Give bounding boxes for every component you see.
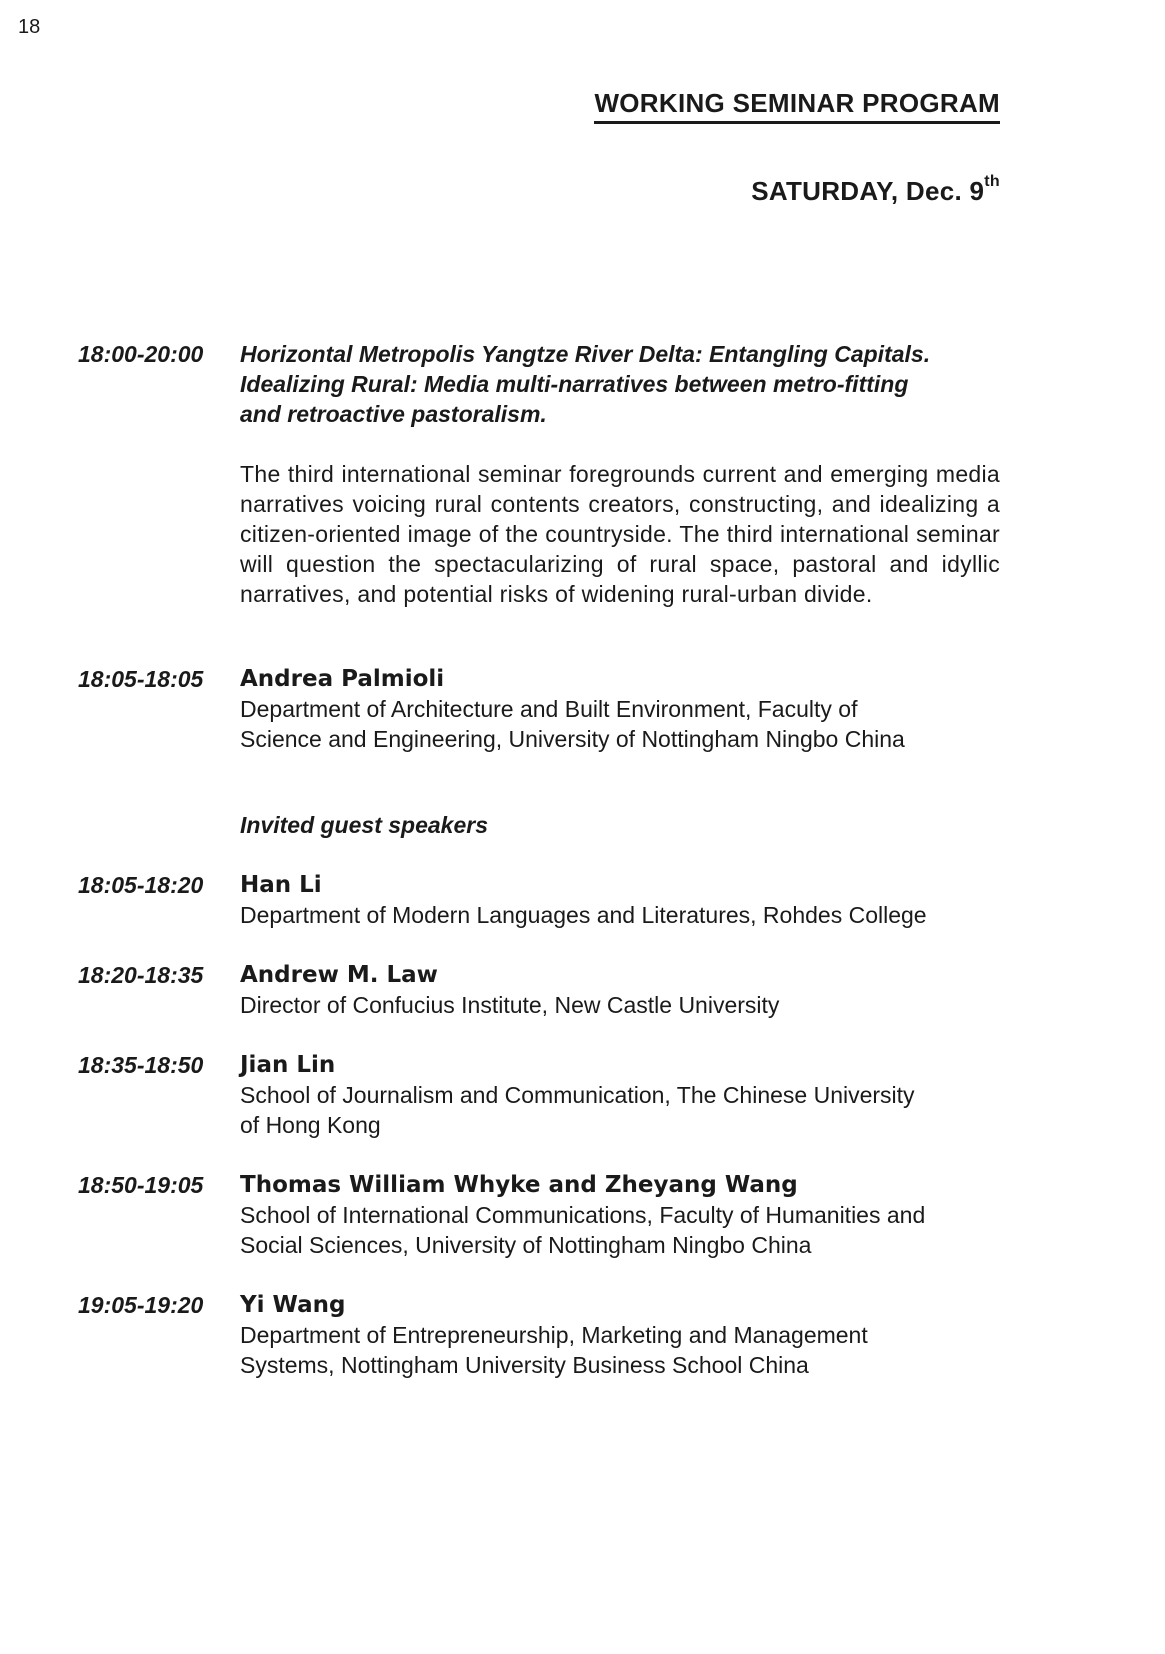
speaker-time: 18:35-18:50	[78, 1052, 204, 1078]
session-title-line: Idealizing Rural: Media multi-narratives between metro-fitting	[240, 371, 909, 397]
speaker-time: 18:50-19:05	[78, 1172, 204, 1198]
speaker-time: 18:05-18:20	[78, 872, 204, 898]
speaker-affiliation-line: School of International Communications, Faculty of Humanities and	[240, 1202, 926, 1228]
guests-heading: Invited guest speakers	[240, 812, 488, 838]
speaker-name: Yi Wang	[240, 1292, 346, 1318]
speaker-block	[78, 1170, 1000, 1260]
session-title-line: Horizontal Metropolis Yangtze River Delta: Entangling Capitals.	[240, 341, 931, 367]
speaker-block	[78, 870, 1000, 930]
speaker-name: Han Li	[240, 872, 322, 898]
speaker-block	[78, 960, 1000, 1020]
speaker-affiliation-line: Director of Confucius Institute, New Castle University	[240, 992, 780, 1018]
speaker-time: 18:20-18:35	[78, 962, 204, 988]
day-text: SATURDAY, Dec. 9	[751, 176, 985, 206]
session-description: The third international seminar foregrounds current and emerging media narratives voicing rural contents creators, constructing, and idealizing a citizen-oriented image of the countryside. The third international seminar will question the spectacularizing of rural space, pastoral and idyllic narratives, and potential risks of widening rural-urban divide.	[240, 461, 1000, 607]
program-title: WORKING SEMINAR PROGRAM	[594, 88, 1000, 124]
speaker-block	[78, 1290, 1000, 1380]
speaker-affiliation-line: of Hong Kong	[240, 1112, 381, 1138]
session-body	[240, 339, 1000, 609]
page-header	[594, 88, 1000, 124]
guests-heading-row	[78, 810, 1000, 840]
session-block	[78, 339, 1000, 609]
moderator-affiliation-line: Science and Engineering, University of Nottingham Ningbo China	[240, 726, 905, 752]
page-number: 18	[18, 16, 41, 38]
program-content	[78, 339, 1000, 1380]
session-time: 18:00-20:00	[78, 341, 204, 367]
speaker-block	[78, 1050, 1000, 1140]
moderator-name: Andrea Palmioli	[240, 666, 445, 692]
speaker-affiliation-line: Social Sciences, University of Nottingham Ningbo China	[240, 1232, 812, 1258]
speaker-name: Thomas William Whyke and Zheyang Wang	[240, 1172, 798, 1198]
speaker-affiliation-line: Department of Modern Languages and Literatures, Rohdes College	[240, 902, 927, 928]
speaker-affiliation-line: Systems, Nottingham University Business School China	[240, 1352, 809, 1378]
speaker-affiliation-line: School of Journalism and Communication, The Chinese University	[240, 1082, 915, 1108]
speaker-name: Andrew M. Law	[240, 962, 438, 988]
day-title	[751, 173, 1000, 207]
moderator-affiliation-line: Department of Architecture and Built Environment, Faculty of	[240, 696, 858, 722]
speaker-time: 19:05-19:20	[78, 1292, 204, 1318]
speaker-name: Jian Lin	[240, 1052, 336, 1078]
speaker-affiliation-line: Department of Entrepreneurship, Marketing and Management	[240, 1322, 868, 1348]
day-suffix: th	[984, 173, 1000, 191]
session-title-line: and retroactive pastoralism.	[240, 401, 547, 427]
moderator-body	[240, 664, 1000, 754]
moderator-time: 18:05-18:05	[78, 666, 204, 692]
moderator-block	[78, 664, 1000, 754]
